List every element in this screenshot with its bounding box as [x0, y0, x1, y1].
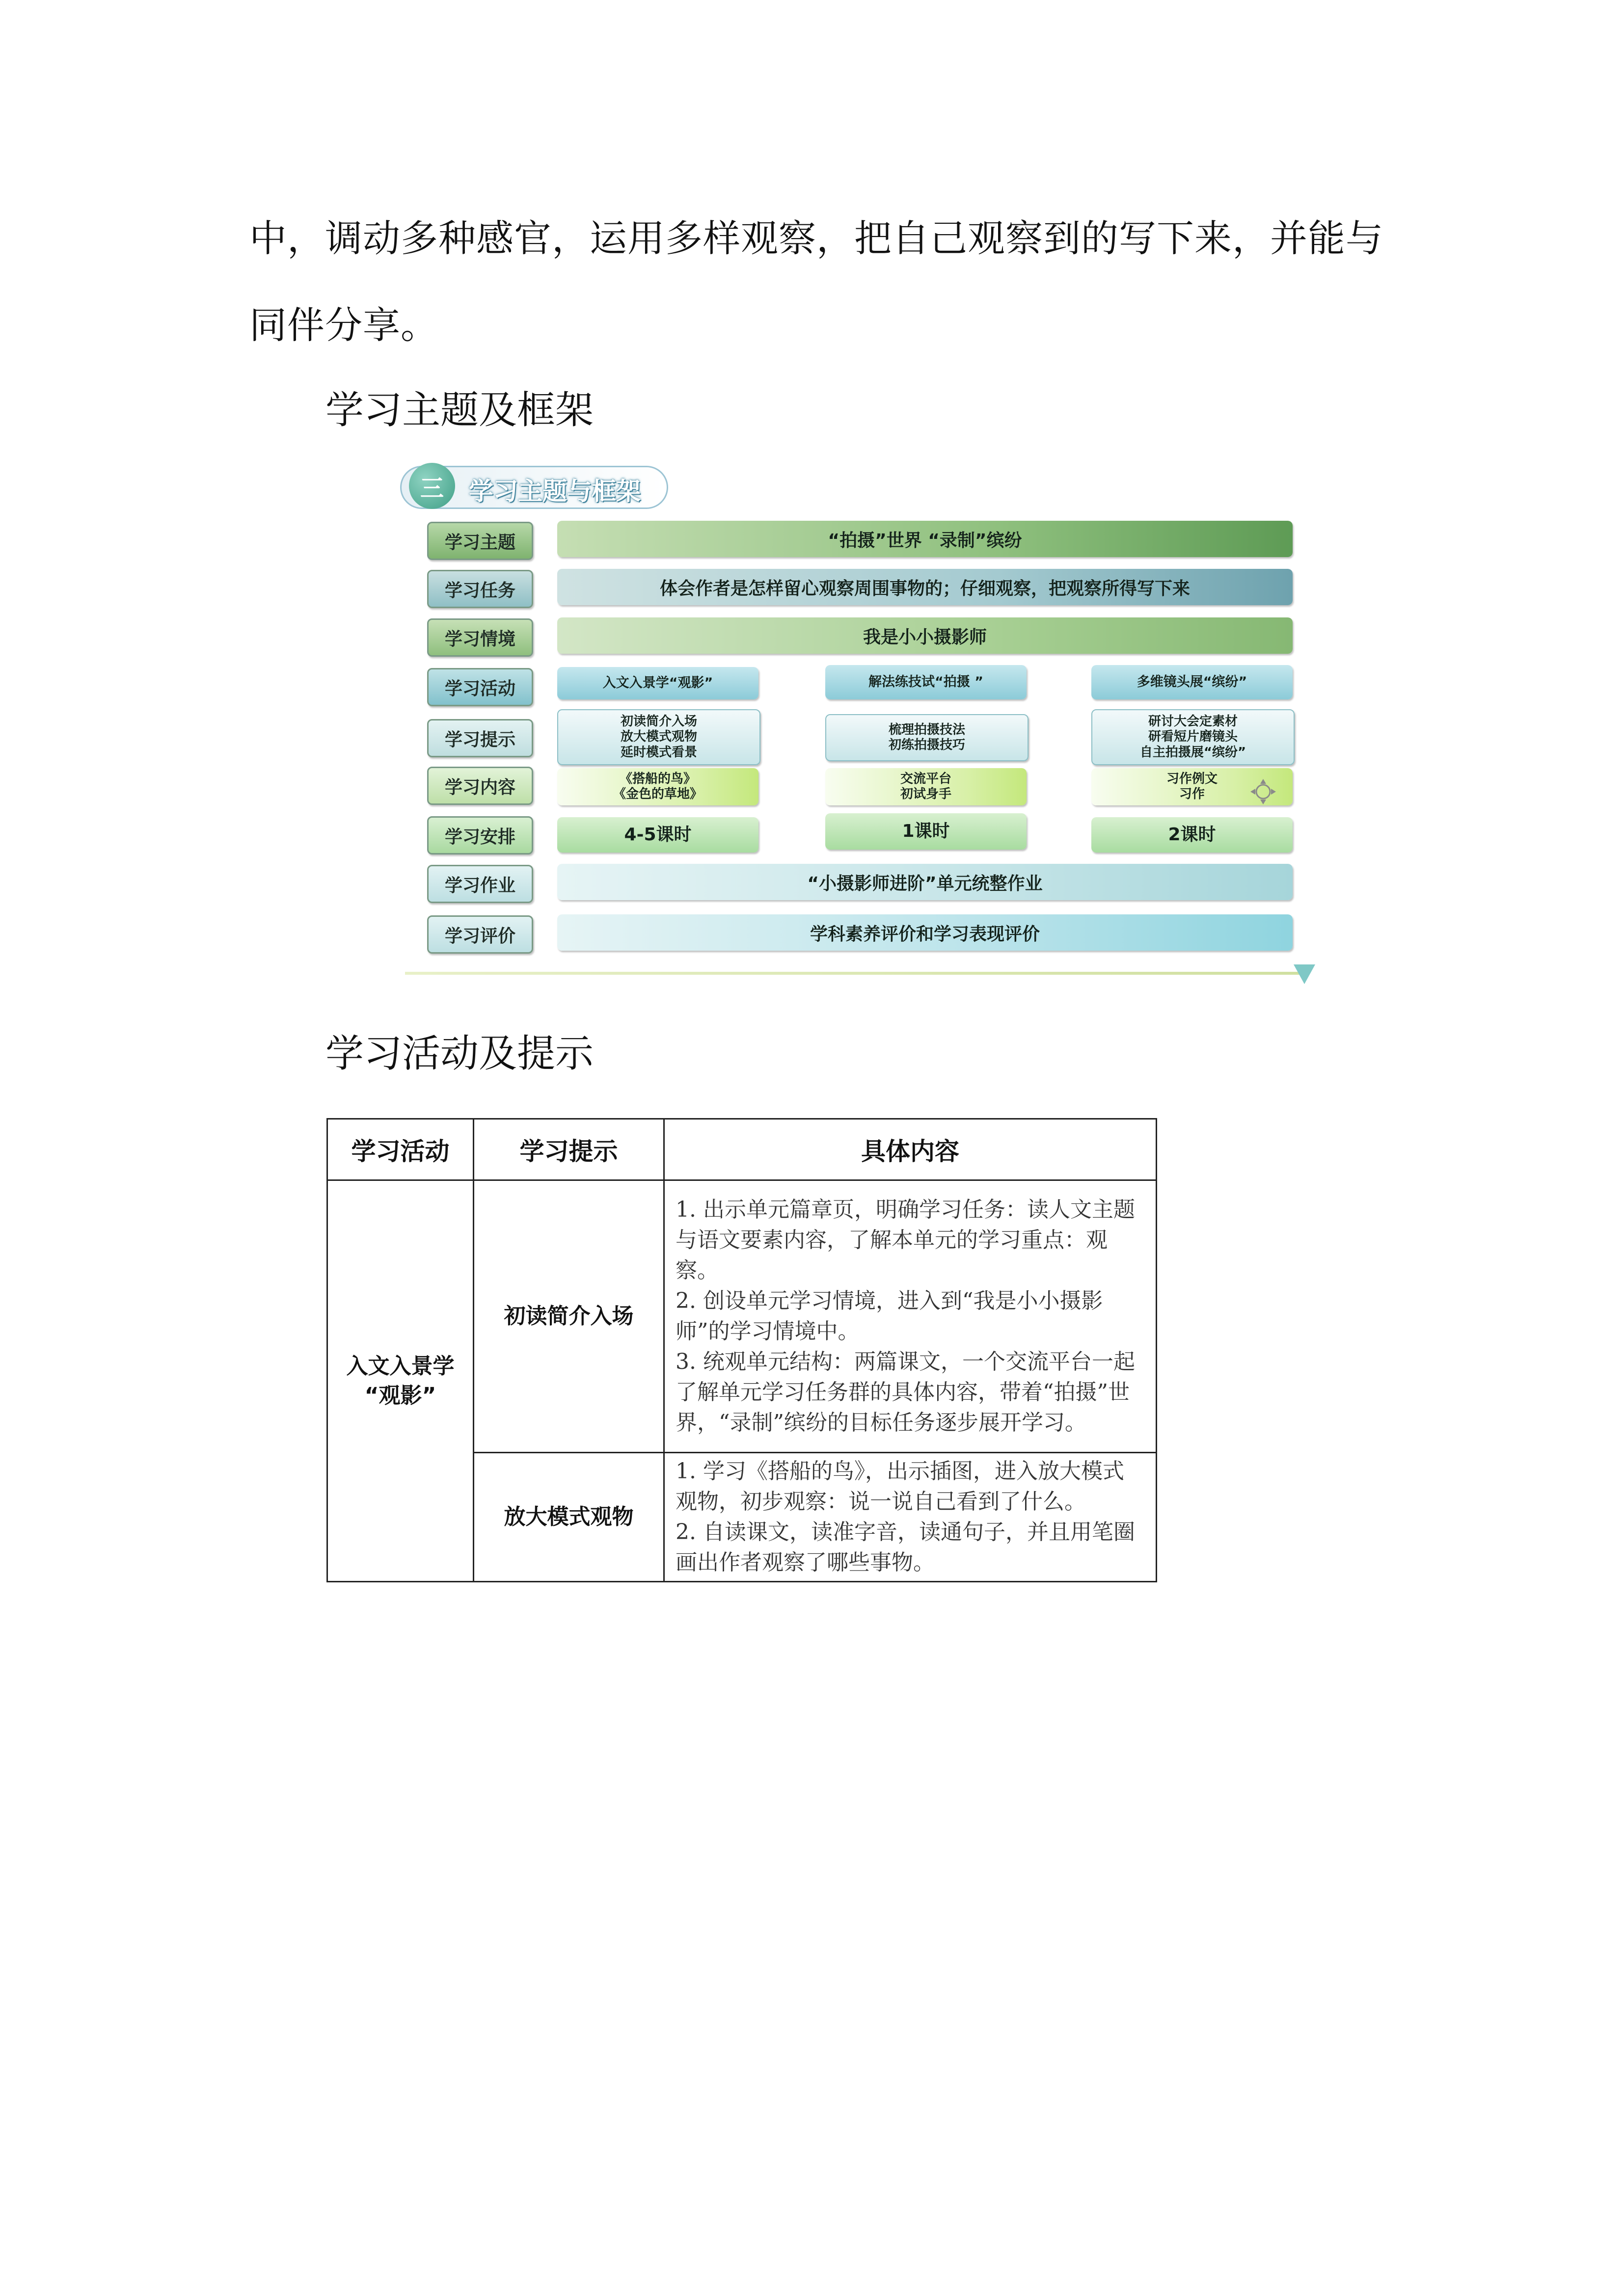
schedule-box-1: 4-5课时: [557, 817, 758, 853]
bar-homework: “小摄影师进阶”单元统整作业: [557, 864, 1293, 900]
bar-evaluation: 学科素养评价和学习表现评价: [557, 914, 1293, 951]
table-row: [327, 1180, 1157, 1453]
framework-baseline: [405, 972, 1303, 975]
label-content: 学习内容: [427, 767, 533, 805]
activity-table: [326, 1118, 1157, 1582]
content-box-1: 《搭船的鸟》 《金色的草地》: [557, 768, 758, 805]
activity-cell: 入文入景学 “观影”: [327, 1180, 474, 1582]
content-cell: [664, 1180, 1157, 1453]
label-theme: 学习主题: [427, 522, 533, 560]
banner-title: 学习主题与框架: [469, 477, 641, 506]
framework-banner: [400, 459, 665, 513]
hint-box-3: 研讨大会定素材 研看短片磨镜头 自主拍摄展“缤纷”: [1091, 709, 1295, 765]
content-item: 1. 出示单元篇章页，明确学习任务：读人文主题与语文要素内容，了解本单元的学习重点：观察。: [676, 1197, 1135, 1283]
table-header-row: [327, 1119, 1157, 1180]
hint-cell: 初读简介入场: [474, 1180, 664, 1453]
move-cursor-icon: [1248, 777, 1278, 806]
label-homework: 学习作业: [427, 865, 533, 903]
schedule-box-2: 1课时: [825, 813, 1027, 850]
content-item: 2. 创设单元学习情境，进入到“我是小小摄影师”的学习情境中。: [676, 1288, 1103, 1344]
hint-box-2: 梳理拍摄技法 初练拍摄技巧: [825, 714, 1029, 761]
header-content: 具体内容: [664, 1119, 1157, 1180]
bar-theme: “拍摄”世界 “录制”缤纷: [557, 521, 1293, 557]
content-box-2: 交流平台 初试身手: [825, 768, 1027, 805]
hint-box-1: 初读简介入场 放大模式观物 延时模式看景: [557, 709, 760, 765]
label-schedule: 学习安排: [427, 816, 533, 854]
label-activity: 学习活动: [427, 668, 533, 706]
bar-task: 体会作者是怎样留心观察周围事物的；仔细观察，把观察所得写下来: [557, 569, 1293, 605]
content-box-3: 习作例文 习作: [1091, 768, 1293, 805]
heading-activities: 学习活动及提示: [325, 1032, 594, 1076]
label-evaluation: 学习评价: [427, 915, 533, 954]
content-item: 2. 自读课文，读准字音，读通句子，并且用笔圈画出作者观察了哪些事物。: [676, 1520, 1135, 1575]
content-cell: [664, 1453, 1157, 1582]
header-hint: 学习提示: [474, 1119, 664, 1180]
content-item: 1. 学习《搭船的鸟》，出示插图，进入放大模式观物，初步观察：说一说自己看到了什么。: [676, 1459, 1124, 1514]
bar-situation: 我是小小摄影师: [557, 617, 1293, 654]
label-hint: 学习提示: [427, 719, 533, 757]
content-item: 3. 统观单元结构：两篇课文，一个交流平台一起了解单元学习任务群的具体内容，带着“拍摄”世界，“录制”缤纷的目标任务逐步展开学习。: [676, 1349, 1135, 1435]
activity-box-1: 入文入景学“观影”: [557, 667, 758, 699]
banner-number: 三: [409, 463, 455, 509]
activity-box-3: 多维镜头展“缤纷”: [1091, 665, 1293, 699]
heading-framework: 学习主题及框架: [325, 388, 594, 432]
activity-box-2: 解法练技试“拍摄 ”: [825, 665, 1027, 699]
triangle-down-icon: [1294, 964, 1315, 984]
hint-cell: 放大模式观物: [474, 1453, 664, 1582]
label-task: 学习任务: [427, 570, 533, 608]
paragraph-line-2: 同伴分享。: [249, 303, 438, 347]
schedule-box-3: 2课时: [1091, 817, 1293, 853]
paragraph-line-1: 中，调动多种感官，运用多样观察，把自己观察到的写下来，并能与: [249, 216, 1383, 260]
header-activity: 学习活动: [327, 1119, 474, 1180]
framework-figure: [395, 459, 1328, 994]
label-situation: 学习情境: [427, 618, 533, 657]
